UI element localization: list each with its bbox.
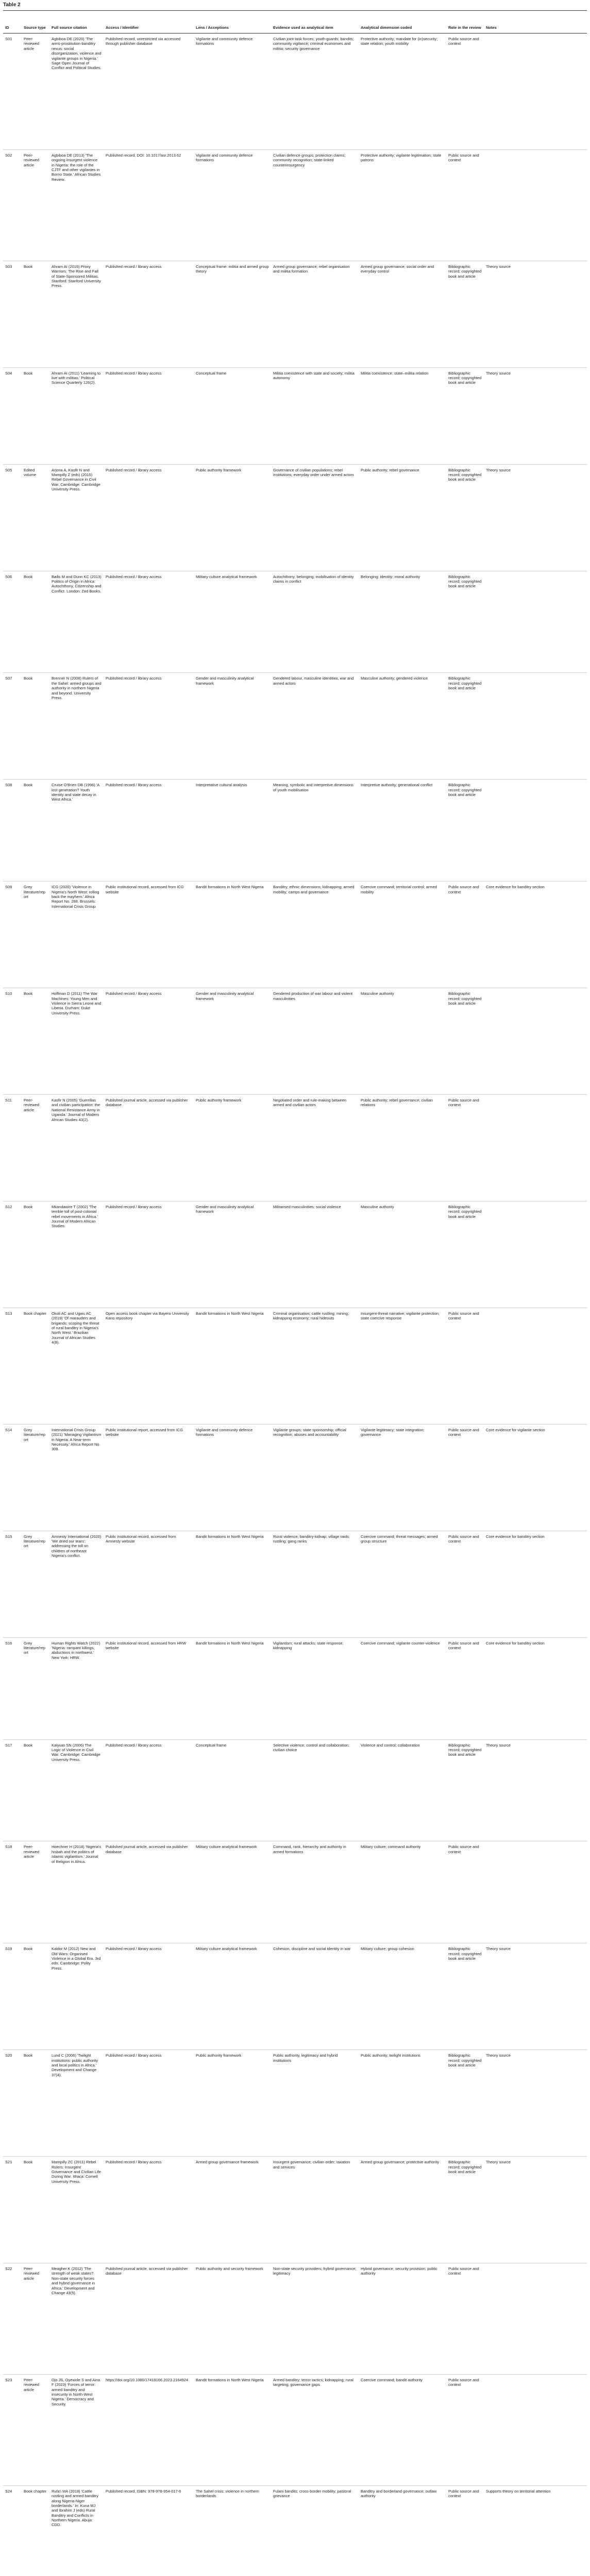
evidence-item-cell: Public authority, legitimacy and hybrid institutions <box>271 2050 359 2157</box>
analytical-dimension-cell: Masculine authority; gendered violence <box>359 673 446 779</box>
review-role-cell: Public source and context <box>446 2374 484 2485</box>
column-header-notes: Notes <box>484 11 587 33</box>
evidence-item-cell: Gendered labour, masculine identities, war and armed actors <box>271 673 359 779</box>
analytical-dimension-cell: Protective authority; vigilante legitimation; state patrons <box>359 149 446 261</box>
row-id-cell: S10 <box>3 988 22 1095</box>
source-citation-cell: Bøås M and Dunn KC (2013) Politics of Origin in Africa: Autochthony, Citizenship and Conflict. London: Zed Books. <box>49 571 104 673</box>
lens-acception-cell: Bandit formations in North West Nigeria <box>194 882 271 988</box>
source-citation-cell: Mampilly ZC (2011) Rebel Rulers: Insurgent Governance and Civilian Life During War. Ithaca: Cornell University Press. <box>49 2157 104 2263</box>
lens-acception-cell: Public authority framework <box>194 464 271 571</box>
evidence-item-cell: Armed group governance; rebel organisation and militia formation <box>271 261 359 367</box>
source-citation-cell: International Crisis Group (2021) 'Managing Vigilantism in Nigeria: A Near-term Necessity.' Africa Report No. 308. <box>49 1424 104 1531</box>
evidence-item-cell: Vigilantism; rural attacks; state response; kidnapping <box>271 1637 359 1739</box>
table-row <box>3 571 587 673</box>
table-row <box>3 1201 587 1308</box>
lens-acception-cell: Bandit formations in North West Nigeria <box>194 1637 271 1739</box>
source-citation-cell: Ahram AI (2011) 'Learning to live with militias.' Political Science Quarterly 126(2). <box>49 367 104 464</box>
source-citation-cell: Ahram AI (2016) Proxy Warriors: The Rise and Fall of State-Sponsored Militias. Stanford: Stanford University Press. <box>49 261 104 367</box>
source-type-cell: Grey literature/report <box>22 882 49 988</box>
source-citation-cell: Kasfir N (2005) 'Guerrillas and civilian participation: the National Resistance Army in Uganda.' Journal of Modern African Studies 43(2). <box>49 1095 104 1201</box>
lens-acception-cell: Interpretative cultural analysis <box>194 779 271 882</box>
access-identifier-cell: Published record / library access <box>104 779 194 882</box>
review-role-cell: Public source and context <box>446 882 484 988</box>
source-citation-cell: Rufa'i MA (2018) 'Cattle rustling and armed banditry along Nigeria-Niger borderlands.' In: Kuna MJ and Ibrahim J (eds) Rural Banditry and Conflicts in Northern Nigeria. Abuja: CDD. <box>49 2485 104 2576</box>
lens-acception-cell: Vigilante and community defence formations <box>194 149 271 261</box>
access-identifier-cell: Published journal article, accessed via publisher database <box>104 2263 194 2375</box>
notes-cell: Theory source <box>484 464 587 571</box>
lens-acception-cell: Bandit formations in North West Nigeria <box>194 1531 271 1637</box>
access-identifier-cell: Published record / library access <box>104 571 194 673</box>
access-identifier-cell: Published record, ISBN: 978-978-954-017-6 <box>104 2485 194 2576</box>
table-row <box>3 1424 587 1531</box>
source-citation-cell: Hoffman D (2011) The War Machines: Young Men and Violence in Sierra Leone and Liberia. Durham: Duke University Press. <box>49 988 104 1095</box>
review-role-cell: Public source and context <box>446 2263 484 2375</box>
table-row <box>3 2263 587 2375</box>
column-header-source-type: Source type <box>22 11 49 33</box>
review-role-cell: Bibliographic record; copyrighted book and article <box>446 261 484 367</box>
review-role-cell: Bibliographic record; copyrighted book and article <box>446 464 484 571</box>
notes-cell: Theory source <box>484 261 587 367</box>
column-header-lens: Lens / Acceptions <box>194 11 271 33</box>
table-row <box>3 149 587 261</box>
access-identifier-cell: https://doi.org/10.1080/17419166.2023.2164924 <box>104 2374 194 2485</box>
evidence-item-cell: Vigilante groups; state sponsorship; official recognition; abuses and accountability <box>271 1424 359 1531</box>
row-id-cell: S12 <box>3 1201 22 1308</box>
row-id-cell: S03 <box>3 261 22 367</box>
access-identifier-cell: Published record / library access <box>104 1943 194 2050</box>
notes-cell <box>484 2374 587 2485</box>
source-citation-cell: Meagher K (2012) 'The strength of weak states? Non-state security forces and hybrid governance in Africa.' Development and Change 43(5). <box>49 2263 104 2375</box>
column-header-role: Role in the review <box>446 11 484 33</box>
table-row <box>3 1943 587 2050</box>
row-id-cell: S05 <box>3 464 22 571</box>
access-identifier-cell: Published record / library access <box>104 1739 194 1841</box>
notes-cell: Theory source <box>484 367 587 464</box>
source-type-cell: Book <box>22 988 49 1095</box>
table-row <box>3 2050 587 2157</box>
notes-cell <box>484 1095 587 1201</box>
notes-cell <box>484 2263 587 2375</box>
analytical-dimension-cell: Military culture; command authority <box>359 1841 446 1943</box>
table-row <box>3 1841 587 1943</box>
access-identifier-cell: Published record / library access <box>104 1201 194 1308</box>
table-row <box>3 464 587 571</box>
source-citation-cell: Agbiboa DE (2013) 'The ongoing insurgent violence in Nigeria: the role of the CJTF and other vigilantes in Borno State.' African Studies Review. <box>49 149 104 261</box>
lens-acception-cell: Vigilante and community defence formations <box>194 1424 271 1531</box>
source-citation-cell: Amnesty International (2020) 'We dried our tears': addressing the toll on children of northeast Nigeria's conflict. <box>49 1531 104 1637</box>
evidence-item-cell: Meaning, symbolic and interpretive dimensions of youth mobilisation <box>271 779 359 882</box>
row-id-cell: S24 <box>3 2485 22 2576</box>
analytical-dimension-cell: Insurgent-threat narrative; vigilante protection; state coercive response <box>359 1308 446 1424</box>
source-citation-cell: Kalyvas SN (2006) The Logic of Violence in Civil War. Cambridge: Cambridge University Press. <box>49 1739 104 1841</box>
source-citation-cell: Hoechner H (2018) 'Nigeria's hisbah and the politics of Islamic vigilantism.' Journal of Religion in Africa. <box>49 1841 104 1943</box>
table-header-row <box>3 11 587 33</box>
review-role-cell: Bibliographic record; copyrighted book and article <box>446 367 484 464</box>
access-identifier-cell: Public institutional record, accessed from ICG website <box>104 882 194 988</box>
row-id-cell: S01 <box>3 33 22 150</box>
lens-acception-cell: Bandit formations in North West Nigeria <box>194 2374 271 2485</box>
table-body <box>3 33 587 2576</box>
table-row <box>3 2157 587 2263</box>
notes-cell: Core evidence for banditry section <box>484 1531 587 1637</box>
source-citation-cell: Arjona A, Kasfir N and Mampilly Z (eds) (2015) Rebel Governance in Civil War. Cambridge: Cambridge University Press. <box>49 464 104 571</box>
evidence-item-cell: Governance of civilian populations; rebel institutions; everyday order under armed actors <box>271 464 359 571</box>
lens-acception-cell: Vigilante and community defence formations <box>194 33 271 150</box>
source-type-cell: Peer-reviewed article <box>22 33 49 150</box>
table-row <box>3 1095 587 1201</box>
source-citation-cell: ICG (2020) 'Violence in Nigeria's North West: rolling back the mayhem.' Africa Report No. 288. Brussels: International Crisis Group. <box>49 882 104 988</box>
notes-cell: Theory source <box>484 2050 587 2157</box>
notes-cell <box>484 1201 587 1308</box>
review-role-cell: Bibliographic record; copyrighted book and article <box>446 988 484 1095</box>
analytical-dimension-cell: Belonging; identity; moral authority <box>359 571 446 673</box>
row-id-cell: S18 <box>3 1841 22 1943</box>
analytical-dimension-cell: Coercive command; vigilante counter-violence <box>359 1637 446 1739</box>
table-row <box>3 2374 587 2485</box>
notes-cell: Core evidence for banditry section <box>484 1637 587 1739</box>
source-type-cell: Peer-reviewed article <box>22 1841 49 1943</box>
access-identifier-cell: Published record, DOI: 10.1017/asr.2013.62 <box>104 149 194 261</box>
analytical-dimension-cell: Military culture; group cohesion <box>359 1943 446 2050</box>
source-type-cell: Book chapter <box>22 1308 49 1424</box>
source-citation-cell: Brenner N (2008) Rulers of the Sahel: armed groups and authority in northern Nigeria and beyond. University Press. <box>49 673 104 779</box>
analytical-dimension-cell: Masculine authority <box>359 988 446 1095</box>
evidence-item-cell: Armed banditry; terror tactics; kidnapping; rural targeting; governance gaps <box>271 2374 359 2485</box>
evidence-item-cell: Civilian defence groups; protection claims; community recognition; state-linked counterinsurgency <box>271 149 359 261</box>
column-header-citation: Full source citation <box>49 11 104 33</box>
review-role-cell: Public source and context <box>446 1095 484 1201</box>
review-role-cell: Bibliographic record; copyrighted book and article <box>446 1739 484 1841</box>
table-row <box>3 1739 587 1841</box>
source-citation-cell: Ojo JS, Oyewole S and Aina F (2023) 'Forces of terror: armed banditry and insecurity in North-West Nigeria.' Democracy and Security. <box>49 2374 104 2485</box>
source-type-cell: Grey literature/report <box>22 1531 49 1637</box>
lens-acception-cell: Conceptual frame <box>194 1739 271 1841</box>
lens-acception-cell: Gender and masculinity analytical framework <box>194 988 271 1095</box>
review-role-cell: Bibliographic record; copyrighted book and article <box>446 779 484 882</box>
lens-acception-cell: Bandit formations in North West Nigeria <box>194 1308 271 1424</box>
evidence-item-cell: Cohesion, discipline and social identity in war <box>271 1943 359 2050</box>
source-type-cell: Peer-reviewed article <box>22 1095 49 1201</box>
source-type-cell: Grey literature/report <box>22 1637 49 1739</box>
notes-cell <box>484 988 587 1095</box>
lens-acception-cell: Armed group governance framework <box>194 2157 271 2263</box>
lens-acception-cell: Military culture analytical framework <box>194 1841 271 1943</box>
evidence-item-cell: Banditry; ethnic dimensions; kidnapping; armed mobility; camps and governance <box>271 882 359 988</box>
review-role-cell: Bibliographic record; copyrighted book and article <box>446 673 484 779</box>
analytical-dimension-cell: Public authority; twilight institutions <box>359 2050 446 2157</box>
review-role-cell: Bibliographic record; copyrighted book and article <box>446 2157 484 2263</box>
analytical-dimension-cell: Coercive command; bandit authority <box>359 2374 446 2485</box>
review-role-cell: Public source and context <box>446 1841 484 1943</box>
access-identifier-cell: Published record / library access <box>104 464 194 571</box>
notes-cell: Supports theory on territorial attention <box>484 2485 587 2576</box>
row-id-cell: S15 <box>3 1531 22 1637</box>
evidence-item-cell: Command, rank, hierarchy and authority in armed formations <box>271 1841 359 1943</box>
row-id-cell: S23 <box>3 2374 22 2485</box>
source-type-cell: Book <box>22 779 49 882</box>
lens-acception-cell: Military culture analytical framework <box>194 571 271 673</box>
analytical-dimension-cell: Public authority; rebel governance <box>359 464 446 571</box>
source-type-cell: Book <box>22 261 49 367</box>
review-role-cell: Public source and context <box>446 1531 484 1637</box>
evidence-item-cell: Selective violence; control and collaboration; civilian choice <box>271 1739 359 1841</box>
row-id-cell: S19 <box>3 1943 22 2050</box>
evidence-item-cell: Criminal organisation; cattle rustling; mining; kidnapping economy; rural hideouts <box>271 1308 359 1424</box>
analytical-dimension-cell: Interpretive authority; generational conflict <box>359 779 446 882</box>
row-id-cell: S02 <box>3 149 22 261</box>
notes-cell <box>484 673 587 779</box>
source-type-cell: Book <box>22 2157 49 2263</box>
analytical-dimension-cell: Banditry and borderland governance; outlaw authority <box>359 2485 446 2576</box>
notes-cell <box>484 149 587 261</box>
source-type-cell: Book <box>22 1943 49 2050</box>
row-id-cell: S11 <box>3 1095 22 1201</box>
evidence-item-cell: Negotiated order and rule-making between armed and civilian actors <box>271 1095 359 1201</box>
review-role-cell: Bibliographic record; copyrighted book and article <box>446 1201 484 1308</box>
lens-acception-cell: Public authority framework <box>194 2050 271 2157</box>
notes-cell: Theory source <box>484 1943 587 2050</box>
access-identifier-cell: Published record / library access <box>104 367 194 464</box>
source-type-cell: Grey literature/report <box>22 1424 49 1531</box>
row-id-cell: S14 <box>3 1424 22 1531</box>
lens-acception-cell: The Sahel crisis: violence in northern borderlands <box>194 2485 271 2576</box>
lens-acception-cell: Military culture analytical framework <box>194 1943 271 2050</box>
row-id-cell: S09 <box>3 882 22 988</box>
review-role-cell: Public source and context <box>446 33 484 150</box>
row-id-cell: S21 <box>3 2157 22 2263</box>
evidence-item-cell: Fulani bandits; cross-border mobility; pastoral grievance <box>271 2485 359 2576</box>
analytical-dimension-cell: Masculine authority <box>359 1201 446 1308</box>
evidence-item-cell: Militia coexistence with state and society; militia autonomy <box>271 367 359 464</box>
source-type-cell: Book chapter <box>22 2485 49 2576</box>
source-type-cell: Book <box>22 367 49 464</box>
column-header-id: ID <box>3 11 22 33</box>
table-row <box>3 2485 587 2576</box>
lens-acception-cell: Conceptual frame: militia and armed group theory <box>194 261 271 367</box>
lens-acception-cell: Conceptual frame <box>194 367 271 464</box>
source-citation-cell: Human Rights Watch (2022) 'Nigeria: rampant killings, abductions in northwest.' New York: HRW. <box>49 1637 104 1739</box>
row-id-cell: S17 <box>3 1739 22 1841</box>
row-id-cell: S08 <box>3 779 22 882</box>
row-id-cell: S04 <box>3 367 22 464</box>
review-role-cell: Bibliographic record; copyrighted book and article <box>446 2050 484 2157</box>
notes-cell <box>484 571 587 673</box>
table-row <box>3 882 587 988</box>
lens-acception-cell: Gender and masculinity analytical framework <box>194 673 271 779</box>
source-type-cell: Book <box>22 571 49 673</box>
analytical-dimension-cell: Armed group governance; social order and everyday control <box>359 261 446 367</box>
access-identifier-cell: Published record / library access <box>104 2050 194 2157</box>
evidence-item-cell: Gendered production of war labour and violent masculinities <box>271 988 359 1095</box>
table-row <box>3 1308 587 1424</box>
source-citation-cell: Cruise O'Brien DB (1996) 'A lost generation? Youth identity and state decay in West Africa.' <box>49 779 104 882</box>
source-citation-cell: Mkandawire T (2002) 'The terrible toll of post-colonial rebel movements in Africa.' Journal of Modern African Studies. <box>49 1201 104 1308</box>
evidence-item-cell: Rural violence; banditry-kidnap; village raids; rustling; gang ranks <box>271 1531 359 1637</box>
review-role-cell: Public source and context <box>446 2485 484 2576</box>
access-identifier-cell: Public institutional report, accessed from ICG website <box>104 1424 194 1531</box>
access-identifier-cell: Published record / library access <box>104 673 194 779</box>
analytical-dimension-cell: Hybrid governance; security provision; public authority <box>359 2263 446 2375</box>
access-identifier-cell: Published record, unrestricted via accessed through publisher database <box>104 33 194 150</box>
lens-acception-cell: Public authority framework <box>194 1095 271 1201</box>
source-type-cell: Edited volume <box>22 464 49 571</box>
table-row <box>3 33 587 150</box>
notes-cell: Core evidence for vigilante section <box>484 1424 587 1531</box>
source-type-cell: Peer-reviewed article <box>22 2263 49 2375</box>
source-type-cell: Book <box>22 1739 49 1841</box>
analytical-dimension-cell: Protective authority; mandate for (in)security; state relation; youth mobility <box>359 33 446 150</box>
table-caption: Table 2 <box>3 2 21 8</box>
column-header-evidence: Evidence used as analytical item <box>271 11 359 33</box>
row-id-cell: S06 <box>3 571 22 673</box>
access-identifier-cell: Published journal article, accessed via publisher database <box>104 1095 194 1201</box>
notes-cell <box>484 33 587 150</box>
evidence-item-cell: Insurgent governance; civilian order; taxation and services <box>271 2157 359 2263</box>
source-type-cell: Book <box>22 673 49 779</box>
review-role-cell: Public source and context <box>446 1308 484 1424</box>
table-row <box>3 261 587 367</box>
notes-cell: Theory source <box>484 1739 587 1841</box>
access-identifier-cell: Published record / library access <box>104 2157 194 2263</box>
source-citation-cell: Agbiboa DE (2020) 'The arms-prostitution-banditry nexus: social disorganization, violence and vigilante groups in Nigeria.' Sage Open Journal of Conflict and Political Studies. <box>49 33 104 150</box>
evidence-item-cell: Autochthony; belonging; mobilisation of identity claims in conflict <box>271 571 359 673</box>
review-role-cell: Public source and context <box>446 1637 484 1739</box>
source-type-cell: Book <box>22 2050 49 2157</box>
row-id-cell: S16 <box>3 1637 22 1739</box>
lens-acception-cell: Public authority and security framework <box>194 2263 271 2375</box>
source-type-cell: Peer-reviewed article <box>22 2374 49 2485</box>
access-identifier-cell: Published journal article, accessed via publisher database <box>104 1841 194 1943</box>
review-role-cell: Public source and context <box>446 1424 484 1531</box>
table-row <box>3 1637 587 1739</box>
row-id-cell: S13 <box>3 1308 22 1424</box>
notes-cell: Theory source <box>484 2157 587 2263</box>
analytical-dimension-cell: Militia coexistence; state–militia relation <box>359 367 446 464</box>
analytical-dimension-cell: Public authority; rebel governance; civilian relations <box>359 1095 446 1201</box>
access-identifier-cell: Public institutional record, accessed from HRW website <box>104 1637 194 1739</box>
source-type-cell: Book <box>22 1201 49 1308</box>
evidence-item-cell: Militarised masculinities; social violence <box>271 1201 359 1308</box>
table-row <box>3 988 587 1095</box>
notes-cell <box>484 1308 587 1424</box>
analytical-dimension-cell: Vigilante legitimacy; state integration; governance <box>359 1424 446 1531</box>
notes-cell: Core evidence for banditry section <box>484 882 587 988</box>
column-header-dimension: Analytical dimension coded <box>359 11 446 33</box>
row-id-cell: S20 <box>3 2050 22 2157</box>
row-id-cell: S22 <box>3 2263 22 2375</box>
access-identifier-cell: Published record / library access <box>104 988 194 1095</box>
table-row <box>3 1531 587 1637</box>
analytical-dimension-cell: Coercive command; territorial control; armed mobility <box>359 882 446 988</box>
analytical-dimension-cell: Armed group governance; protective authority <box>359 2157 446 2263</box>
source-type-cell: Peer-reviewed article <box>22 149 49 261</box>
source-citation-cell: Lund C (2006) 'Twilight institutions: public authority and local politics in Africa.' Development and Change 37(4). <box>49 2050 104 2157</box>
lens-acception-cell: Gender and masculinity analytical framework <box>194 1201 271 1308</box>
access-identifier-cell: Public institutional record, accessed from Amnesty website <box>104 1531 194 1637</box>
source-citation-cell: Okoli AC and Ugwu AC (2019) 'Of marauders and brigands: scoping the threat of rural banditry in Nigeria's North West.' Brazilian Journal of African Studies 4(8). <box>49 1308 104 1424</box>
access-identifier-cell: Open access book chapter via Bayero University Kano repository <box>104 1308 194 1424</box>
row-id-cell: S07 <box>3 673 22 779</box>
sources-table <box>3 10 587 2576</box>
table-row <box>3 367 587 464</box>
column-header-access: Access / Identifier <box>104 11 194 33</box>
source-citation-cell: Kaldor M (2012) New and Old Wars: Organised Violence in a Global Era. 3rd edn. Cambridge: Polity Press. <box>49 1943 104 2050</box>
notes-cell <box>484 1841 587 1943</box>
analytical-dimension-cell: Violence and control; collaboration <box>359 1739 446 1841</box>
table-row <box>3 673 587 779</box>
analytical-dimension-cell: Coercive command; threat messages; armed group structure <box>359 1531 446 1637</box>
table-row <box>3 779 587 882</box>
review-role-cell: Bibliographic record; copyrighted book and article <box>446 1943 484 2050</box>
notes-cell <box>484 779 587 882</box>
evidence-item-cell: Civilian joint task forces; youth-guards; bandits; community vigilance; criminal economies and militia; security governance <box>271 33 359 150</box>
access-identifier-cell: Published record / library access <box>104 261 194 367</box>
review-role-cell: Public source and context <box>446 149 484 261</box>
review-role-cell: Bibliographic record; copyrighted book and article <box>446 571 484 673</box>
evidence-item-cell: Non-state security providers; hybrid governance; legitimacy <box>271 2263 359 2375</box>
